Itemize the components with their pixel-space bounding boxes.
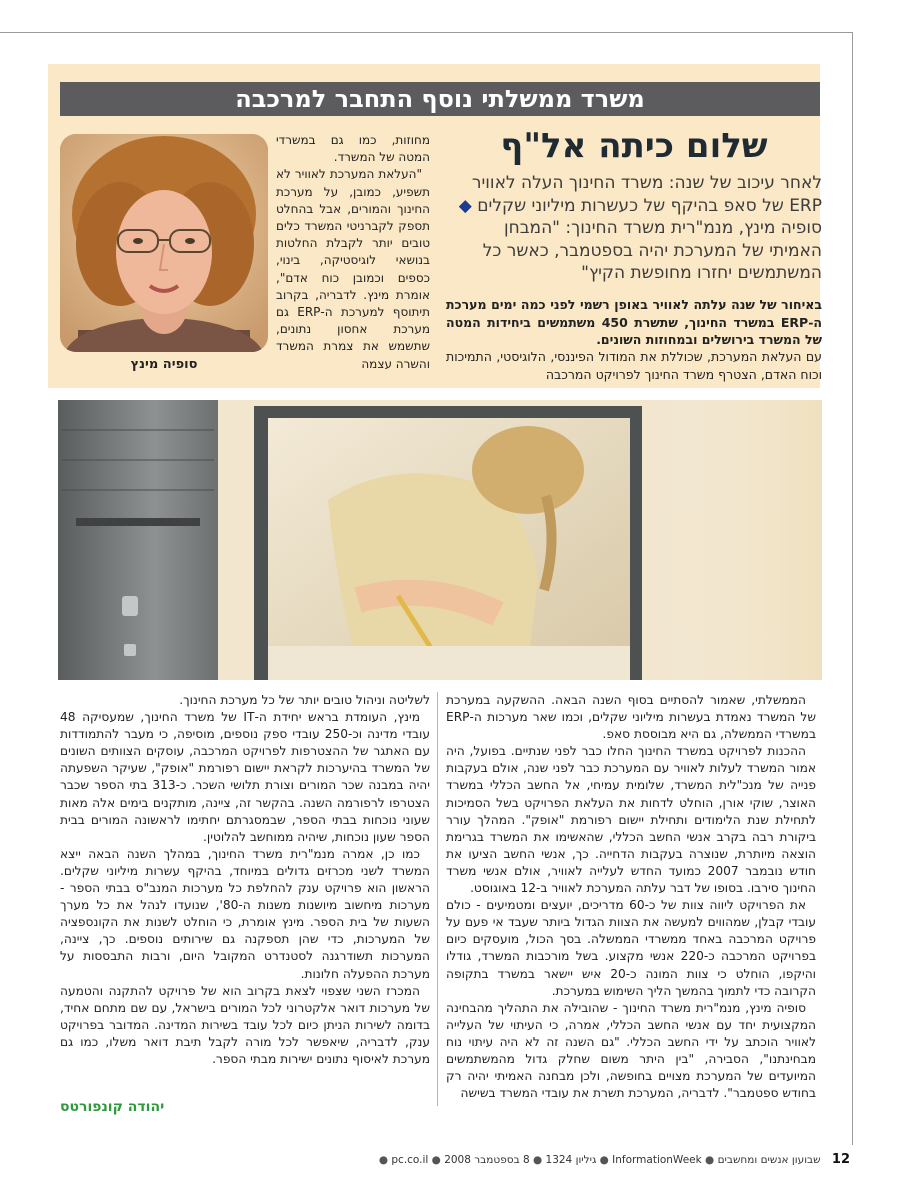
article-headline: שלום כיתה אל"ף [500,126,768,166]
body-paragraph: מינץ, העומדת בראש יחידת ה-IT של משרד החינוך, שמעסיקה 48 עובדי מדינה וכ-250 עובדי ספק נוספים, מוסיפה, כי מעבר להתמודדות עם האתגר של ההצטרפות לפרויקט המרכבה, עוסקים הצוותים השונים של המשרד בהיערכות לקראת יישום רפורמת "אופק", שעיקר השפעתה יהיה במבנה שכר המורים וצורת תלושי השכר. כ-313 בתי הספר שכבר הצטרפו לרפורמה השנה. בהקשר זה, ציינה, מותקנים בימים אלה מאות שעוני נוכחות בבתי הספר, שבמסגרתם יחתימו לראשונה המורים בבית הספר שעון נוכחות, שיהיה ממוחשב להלוטין. [60,710,430,844]
bullet-separator: ● [378,1154,389,1166]
bullet-separator: ● [428,1154,441,1166]
sidebar-column [276,132,430,373]
article-column-right [446,692,816,1102]
body-paragraph: הממשלתי, שאמור להסתיים בסוף השנה הבאה. ההשקעה במערכת של המשרד נאמדת בעשרות מיליוני שקלים, וכמו שאר מערכות ה-ERP במשרדי הממשלה, גם היא מבוססת סאפ. [446,693,816,742]
portrait-photo [60,134,268,352]
banner-title: משרד ממשלתי נוסף התחבר למרכבה [60,82,820,116]
bullet-separator: ● [529,1154,543,1166]
column-divider [437,692,438,1106]
body-paragraph: המכרז השני שצפוי לצאת בקרוב הוא של פרויקט להתקנה והטמעה של מערכות דואר אלקטרוני לכל המורים בישראל, עם שם מתחם אחיד, בדומה לשירות הניתן כיום לכל עובד בשירות המדינה. המדובר בפרויקט ענק, לדבריה, שיאפשר לכל מורה לקבל תיבת דואר משלו, כמו גם מערכת לאיסוף נתונים ישירות מבתי הספר. [60,983,430,1066]
brand-name: InformationWeek [612,1154,702,1166]
subhead-part1: לאחר עיכוב של שנה: משרד החינוך העלה לאוויר ERP של סאפ בהיקף של כעשרות מיליוני שקלים [471,173,822,216]
bullet-separator: ● [596,1154,609,1166]
sidebar-paragraph: מחוזות, כמו גם במשרדי המטה של המשרד. [276,133,430,165]
author-byline: יהודה קונפורטס [60,1099,165,1115]
body-paragraph: לשליטה וניהול טובים יותר של כל מערכת החינוך. [179,693,430,707]
page-footer [380,1152,850,1167]
publication-name: שבועון אנשים ומחשבים [717,1154,821,1166]
website-link[interactable]: pc.co.il [391,1154,429,1166]
computer-student-illustration [58,400,822,680]
article-column-left [60,692,430,1068]
sidebar-paragraph: "העלאת המערכת לאוויר לא תשפיע, כמובן, על מערכת החינוך והמורים, אבל בהחלט תספק לקברניטי המשרד כלים טובים יותר לקבלת החלטות בנושאי לוגיסטיקה, בינוי, כספים וכמובן כוח אדם", אומרת מינץ. לדבריה, בקרוב תיתוסף למערכת ה-ERP גם מערכת אחסון נתונים, שתשמש את צמרת המשרד והשרה עצמה [276,167,430,371]
issue-number: גיליון 1324 [545,1154,597,1166]
body-paragraph: סופיה מינץ, מנמ"רית משרד החינוך - שהובילה את התהליך מהבחינה המקצועית יחד עם אנשי החשב הכללי, אמרה, כי העיתוי של העלייה לאוויר הוכתב על ידי החשב הכללי. "גם השנה זה לא היה עיתוי נוח מבחינתנו", הסבירה, "בין היתר משום שחלק גדול מהמשתמשים המיועדים של המערכת מצויים בחופשה, ולכן מבחנה האמיתי יהיה רק בחודש ספטמבר". לדבריה, המערכת תשרת את עובדי המשרד בשישה [446,1000,816,1101]
issue-date: 8 בספטמבר 2008 [444,1154,530,1166]
body-paragraph: ההכנות לפרויקט במשרד החינוך החלו כבר לפני שנתיים. בפועל, היה אמור המשרד לעלות לאוויר עם המערכת כבר לפני שנה, אולם בעקבות פנייה של מנכ"לית המשרד, שלומית עמיחי, אל החשב הכללי במשרד האוצר, שוקי אורן, הוחלט לדחות את העלאת הפרויקט בשל הסמיכות לתחילת שנת הלימודים ותחילת יישום רפורמת "אופק". המהלך עורר ביקורת רבה בקרב אנשי החשב הכללי, שהאשימו את המשרד בגרימת הוצאה מיותרת, שנוצרה בעקבות הדחייה. כך, אנשי החשב הציעו את חודש נובמבר 2007 כמועד החדש לעלייה לאוויר, אולם אנשי משרד החינוך סירבו. בסופו של דבר עלתה המערכת לאוויר ב-12 באוגוסט. [446,744,816,896]
lead-paragraph: באיחור של שנה עלתה לאוויר באופן רשמי לפני כמה ימים מערכת ה-ERP במשרד החינוך, שתשרת 450 משתמשים ביחידות המטה של המשרד בירושלים ובמחוזות השונים. [446,297,822,347]
bullet-separator: ● [701,1154,715,1166]
article-subheading [446,172,822,285]
body-paragraph: את הפרויקט ליווה צוות של כ-60 מדריכים, יועצים ומטמיעים - כולם עובדי קבלן, שמהווים למעשה את הצוות הגדול ביותר שעבד אי פעם על פרויקט המרכבה באחד ממשרדי הממשלה. בסך הכול, מועסקים כיום בפרויקט המרכבה כ-220 אנשי מקצוע. בשל מורכבות המשרד, גודלו והיקפו, הוחלט כי צוות המונה כ-20 איש יישאר במשרד בתקופה הקרובה כדי לתמוך בהמשך הליך השימוש במערכת. [446,898,817,998]
subhead-part2: סופיה מינץ, מנמ"רית משרד החינוך: "המבחן האמיתי של המערכת יהיה בספטמבר, כאשר כל המשתמשים יחזרו מחופשת הקיץ" [482,218,822,283]
photo-caption: סופיה מינץ [130,357,198,372]
diamond-icon: ◆ [458,195,472,216]
body-paragraph: כמו כן, אמרה מנמ"רית משרד החינוך, במהלך השנה הבאה ייצא המשרד לשני מכרזים גדולים במיוחד, בהיקף עשרות מיליוני שקלים. הראשון הוא פרויקט ענק להחלפת כל מערכות המנב"ס בבתי הספר - מערכות מיחשוב מיושנות משנות ה-80', שנועדו לנהל את כל מערך השעות של בית הספר. מינץ אומרת, כי הוחלט לשנות את הקונספציה של המערכות, כדי שהן תספקנה גם שירותים נוספים. כך, ציינה, המערכות תשודרגנה לסטנדרט המקובל היום, ורבות התבססות על מערכת ההפעלה חלונות. [60,846,430,981]
intro-paragraph: עם העלאת המערכת, שכוללת את המודול הפיננסי, הלוגיסטי, התמיכות וכוח האדם, הצטרף משרד החינוך לפרויקט המרכבה [446,349,822,382]
page-number: 12 [831,1152,850,1167]
